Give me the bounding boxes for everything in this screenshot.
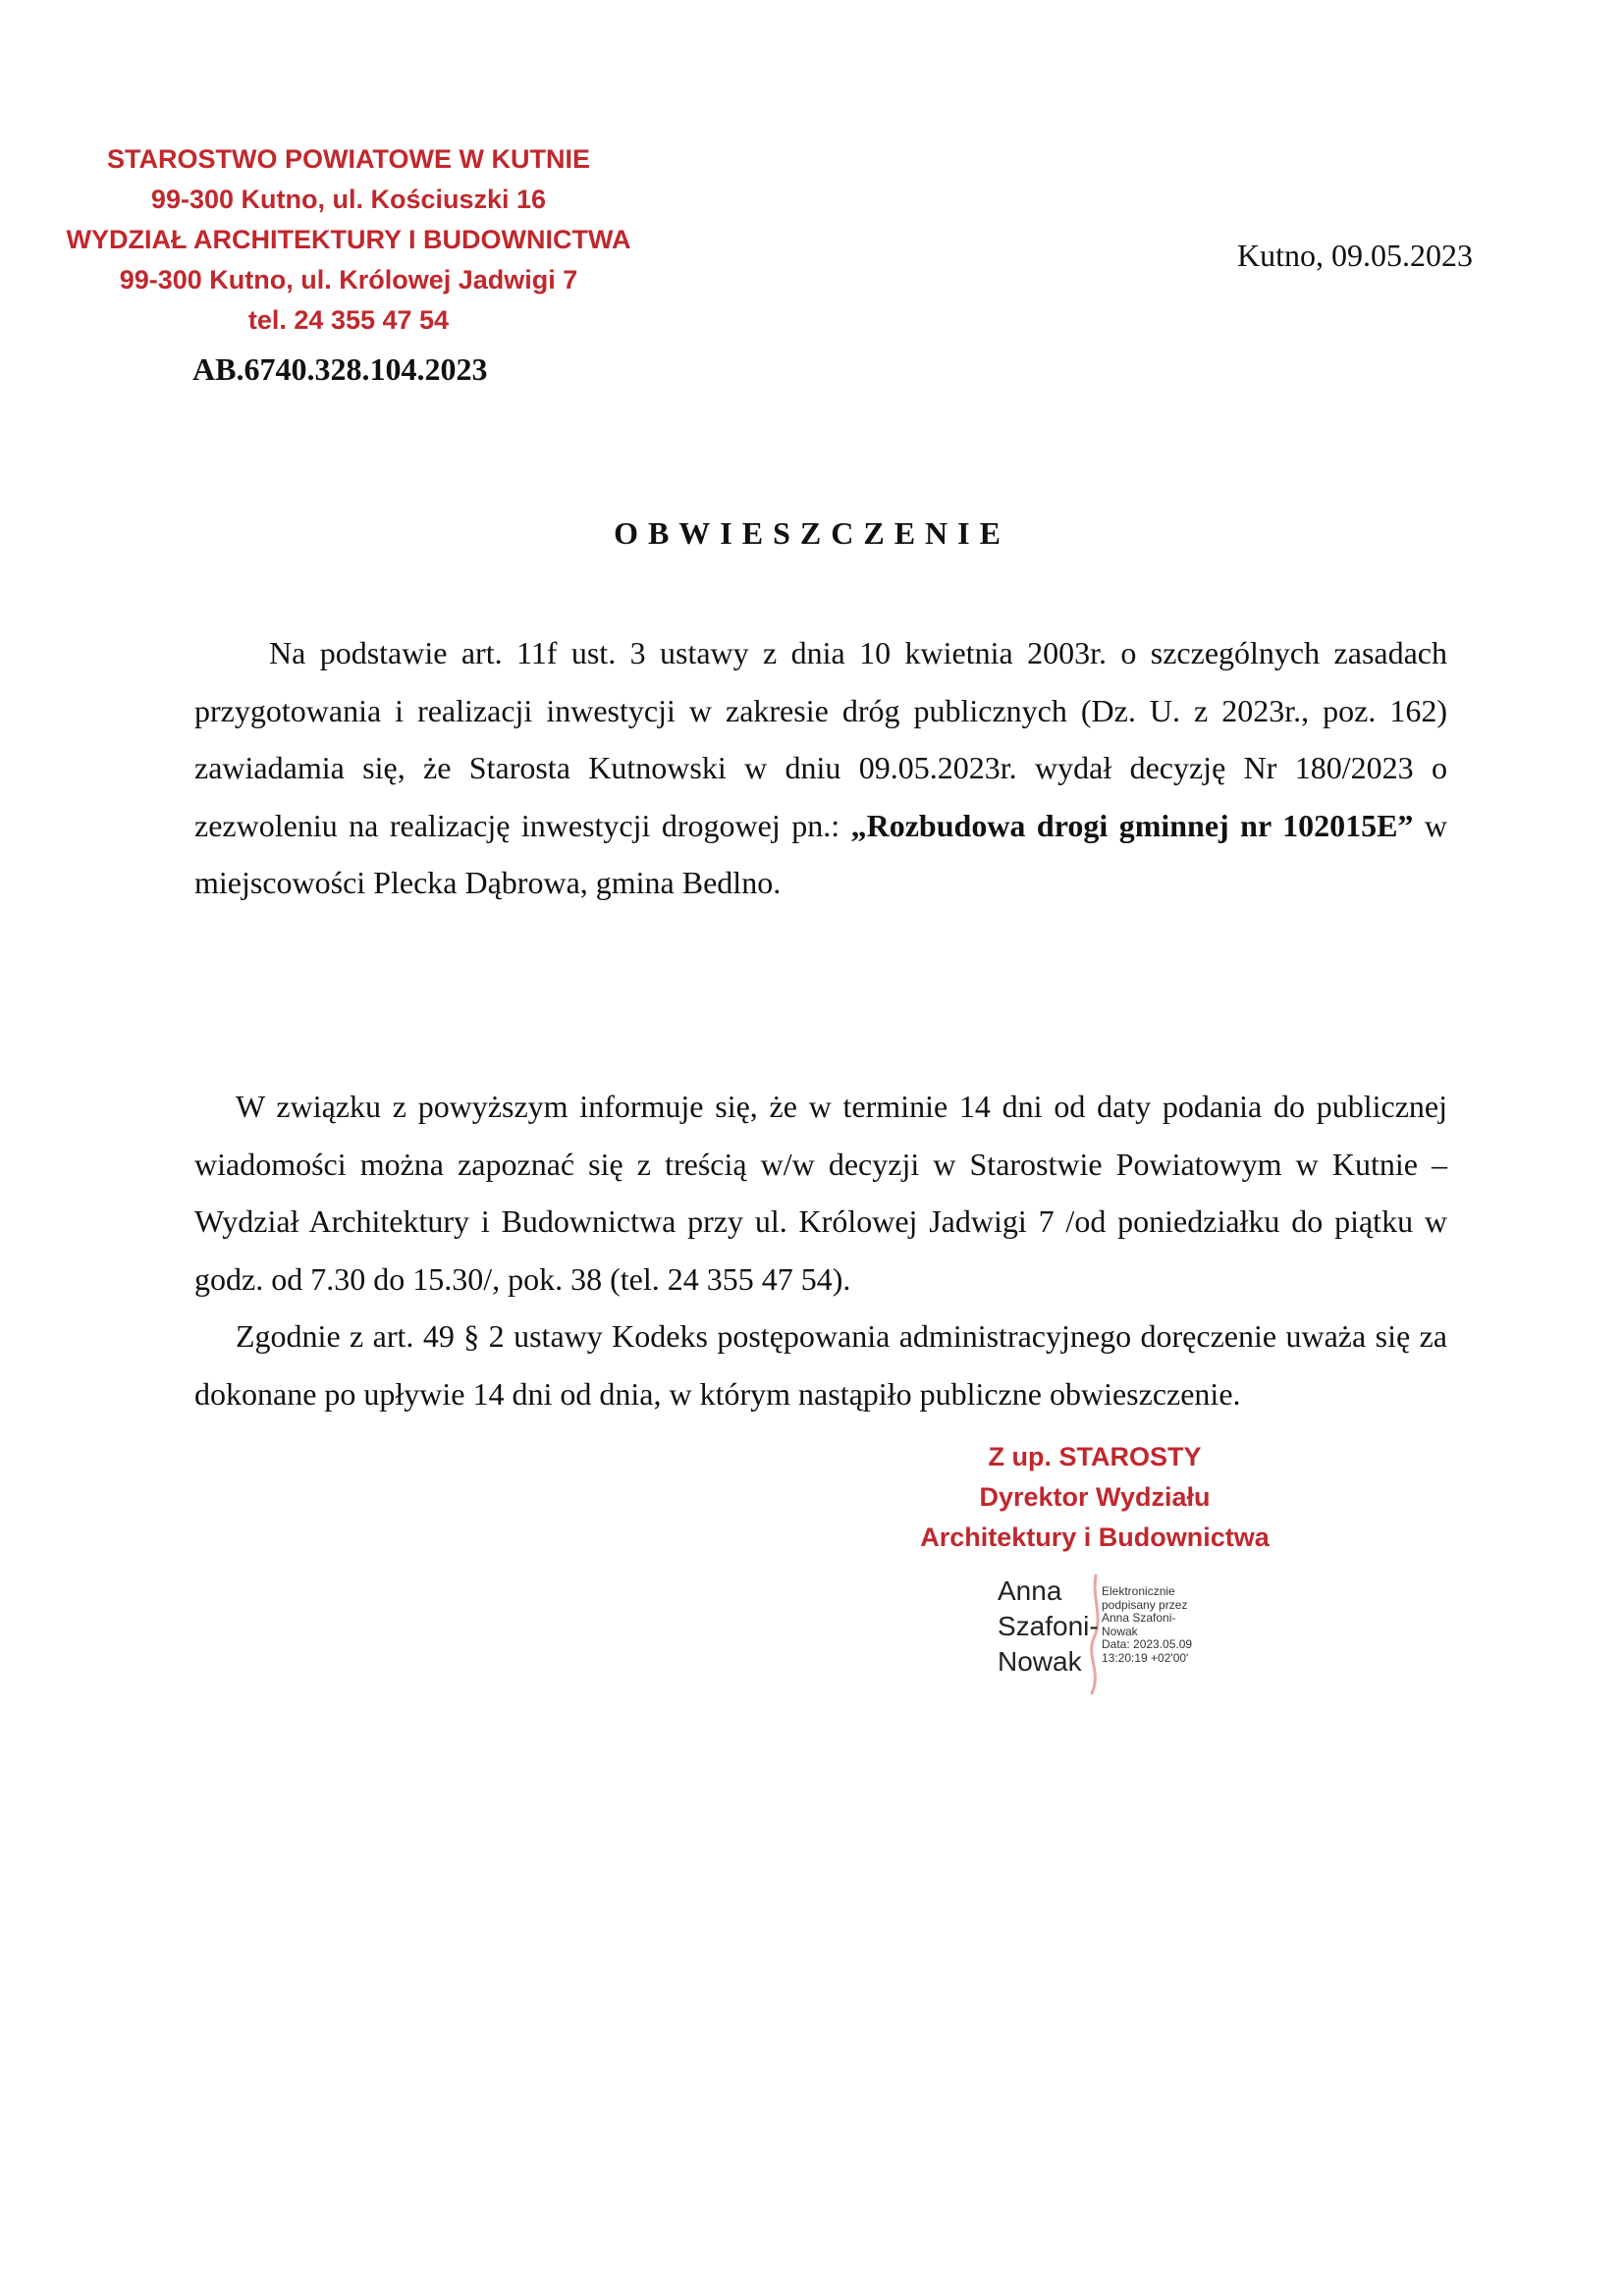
signature-meta-line: podpisany przez xyxy=(1102,1597,1188,1612)
paragraph-legal-basis-location: w miejscowości Plecka Dąbrowa, gmina Bedlno. xyxy=(194,807,1448,901)
office-header xyxy=(39,139,658,341)
document-date-container xyxy=(1080,238,1473,274)
signature-meta-line: 13:20:19 +02'00' xyxy=(1102,1650,1189,1665)
investment-name: „Rozbudowa drogi gminnej nr 102015E” xyxy=(850,807,1414,843)
signer-name-line: Nowak xyxy=(998,1646,1082,1677)
signature-department: Architektury i Budownictwa xyxy=(920,1522,1270,1552)
header-office-name: STAROSTWO POWIATOWE W KUTNIE xyxy=(107,144,590,174)
electronic-signature xyxy=(998,1574,1253,1691)
header-department-address: 99-300 Kutno, ul. Królowej Jadwigi 7 xyxy=(119,265,578,294)
signer-name xyxy=(998,1574,1099,1680)
paragraph-access-info: W związku z powyższym informuje się, że w terminie 14 dni od daty podania do publicznej wiadomości można zapoznać się z treścią w/w decyzji w Starostwie Powiatowym w Kutnie – Wydział Architektury i Budownictwa przy ul. Królowej Jadwigi 7 /od poniedziałku do piątku w godz. od 7.30 do 15.30/, pok. 38 (tel. 24 355 47 54). xyxy=(194,1089,1447,1297)
signer-name-line: Anna xyxy=(998,1575,1062,1606)
paragraph-legal-basis xyxy=(194,624,1447,912)
signature-position: Dyrektor Wydziału xyxy=(979,1482,1211,1512)
signature-metadata xyxy=(1102,1585,1192,1665)
paragraph-delivery-info: Zgodnie z art. 49 § 2 ustawy Kodeks postępowania administracyjnego doręczenie uważa się za dokonane po upływie 14 dni od dnia, w którym nastąpiło publiczne obwieszczenie. xyxy=(194,1318,1447,1412)
signer-name-line: Szafoni- xyxy=(998,1611,1099,1641)
document-title: OBWIESZCZENIE xyxy=(614,515,1010,551)
signature-meta-line: Nowak xyxy=(1102,1624,1138,1638)
signature-meta-line: Data: 2023.05.09 xyxy=(1102,1637,1193,1651)
reference-number: AB.6740.328.104.2023 xyxy=(192,351,488,387)
signature-on-behalf: Z up. STAROSTY xyxy=(988,1442,1202,1471)
header-office-address: 99-300 Kutno, ul. Kościuszki 16 xyxy=(150,185,547,214)
signature-block xyxy=(874,1437,1316,1558)
header-department-name: WYDZIAŁ ARCHITEKTURY I BUDOWNICTWA xyxy=(66,225,631,254)
signature-meta-line: Elektronicznie xyxy=(1102,1584,1175,1598)
paragraph-legal-basis-text: Na podstawie art. 11f ust. 3 ustawy z dnia 10 kwietnia 2003r. o szczególnych zasadach przygotowania i realizacji inwestycji w zakresie dróg publicznych (Dz. U. z 2023r., poz. 162) zawiadamia się, że Starosta Kutnowski w dniu 09.05.2023r. wydał decyzję Nr 180/2023 o zezwoleniu na realizację inwestycji drogowej pn.: xyxy=(194,635,1447,843)
document-date: Kutno, 09.05.2023 xyxy=(1237,238,1473,273)
header-phone: tel. 24 355 47 54 xyxy=(247,305,450,335)
signature-meta-line: Anna Szafoni- xyxy=(1102,1611,1176,1625)
